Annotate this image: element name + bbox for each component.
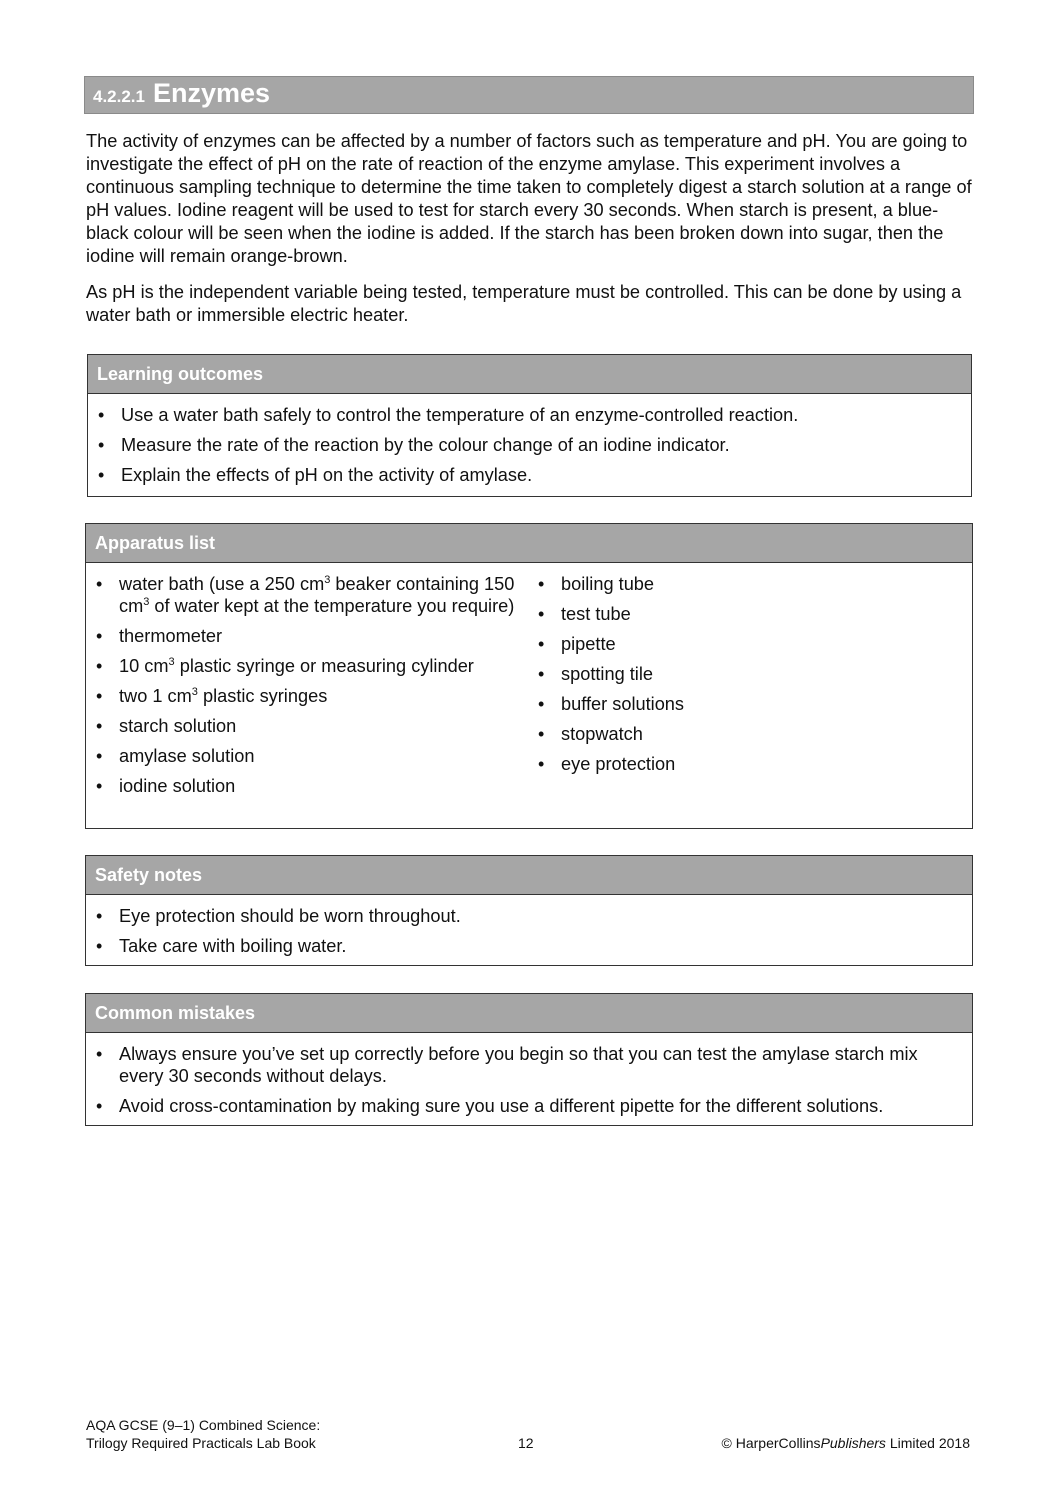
section-title: Enzymes [153,78,271,108]
safety-notes-heading: Safety notes [86,856,972,895]
section-number: 4.2.2.1 [93,87,145,106]
footer-copyright: © HarperCollinsPublishers Limited 2018 [721,1435,970,1451]
list-item: • Explain the effects of pH on the activity of amylase. [88,464,971,486]
list-item: • thermometer [86,625,528,647]
safety-notes-box [85,855,973,966]
common-mistakes-list [86,1033,972,1117]
list-item: • 10 $cm^3$ plastic syringe or measuring cylinder [86,655,528,677]
apparatus-list-right [528,573,972,805]
section-title-bar [84,76,974,114]
list-item: • Avoid cross-contamination by making sure you use a different pipette for the different solutions. [86,1095,952,1117]
page-footer [86,1416,970,1456]
list-item: • water bath (use a 250 $cm^3$ beaker containing 150 $cm^3$ of water kept at the temperature you require) [86,573,528,617]
list-item: • buffer solutions [528,693,972,715]
list-item: • spotting tile [528,663,972,685]
list-item: • Take care with boiling water. [86,935,972,957]
common-mistakes-box [85,993,973,1126]
list-item: • starch solution [86,715,528,737]
list-item: • stopwatch [528,723,972,745]
list-item: • two 1 $cm^3$ plastic syringes [86,685,528,707]
list-item: • test tube [528,603,972,625]
intro-text [86,130,976,340]
common-mistakes-heading: Common mistakes [86,994,972,1033]
apparatus-heading: Apparatus list [86,524,972,563]
page-number: 12 [518,1435,534,1451]
learning-outcomes-heading: Learning outcomes [88,355,971,394]
list-item: • eye protection [528,753,972,775]
apparatus-box [85,523,973,829]
list-item: • boiling tube [528,573,972,595]
list-item: • pipette [528,633,972,655]
learning-outcomes-list [88,394,971,486]
apparatus-list-left [86,573,528,805]
list-item: • Measure the rate of the reaction by the colour change of an iodine indicator. [88,434,971,456]
list-item: • amylase solution [86,745,528,767]
learning-outcomes-box [87,354,972,497]
footer-book-title: AQA GCSE (9–1) Combined Science: Trilogy Required Practicals Lab Book [86,1417,321,1451]
intro-paragraph: As pH is the independent variable being tested, temperature must be controlled. This can be done by using a water bath or immersible electric heater. [86,282,962,325]
list-item: • Eye protection should be worn throughout. [86,905,972,927]
list-item: • Use a water bath safely to control the temperature of an enzyme-controlled reaction. [88,404,971,426]
intro-paragraph: The activity of enzymes can be affected by a number of factors such as temperature and pH. You are going to investigate the effect of pH on the rate of reaction of the enzyme amylase. This experiment involves a continuous sampling technique to determine the time taken to completely digest a starch solution at a range of pH values. Iodine reagent will be used to test for starch every 30 seconds. When starch is present, a blue-black colour will be seen when the iodine is added. If the starch has been broken down into sugar, then the iodine will remain orange-brown. [86,131,972,266]
list-item: • iodine solution [86,775,528,797]
list-item: • Always ensure you’ve set up correctly before you begin so that you can test the amylase starch mix every 30 seconds without delays. [86,1043,952,1087]
safety-notes-list [86,895,972,957]
